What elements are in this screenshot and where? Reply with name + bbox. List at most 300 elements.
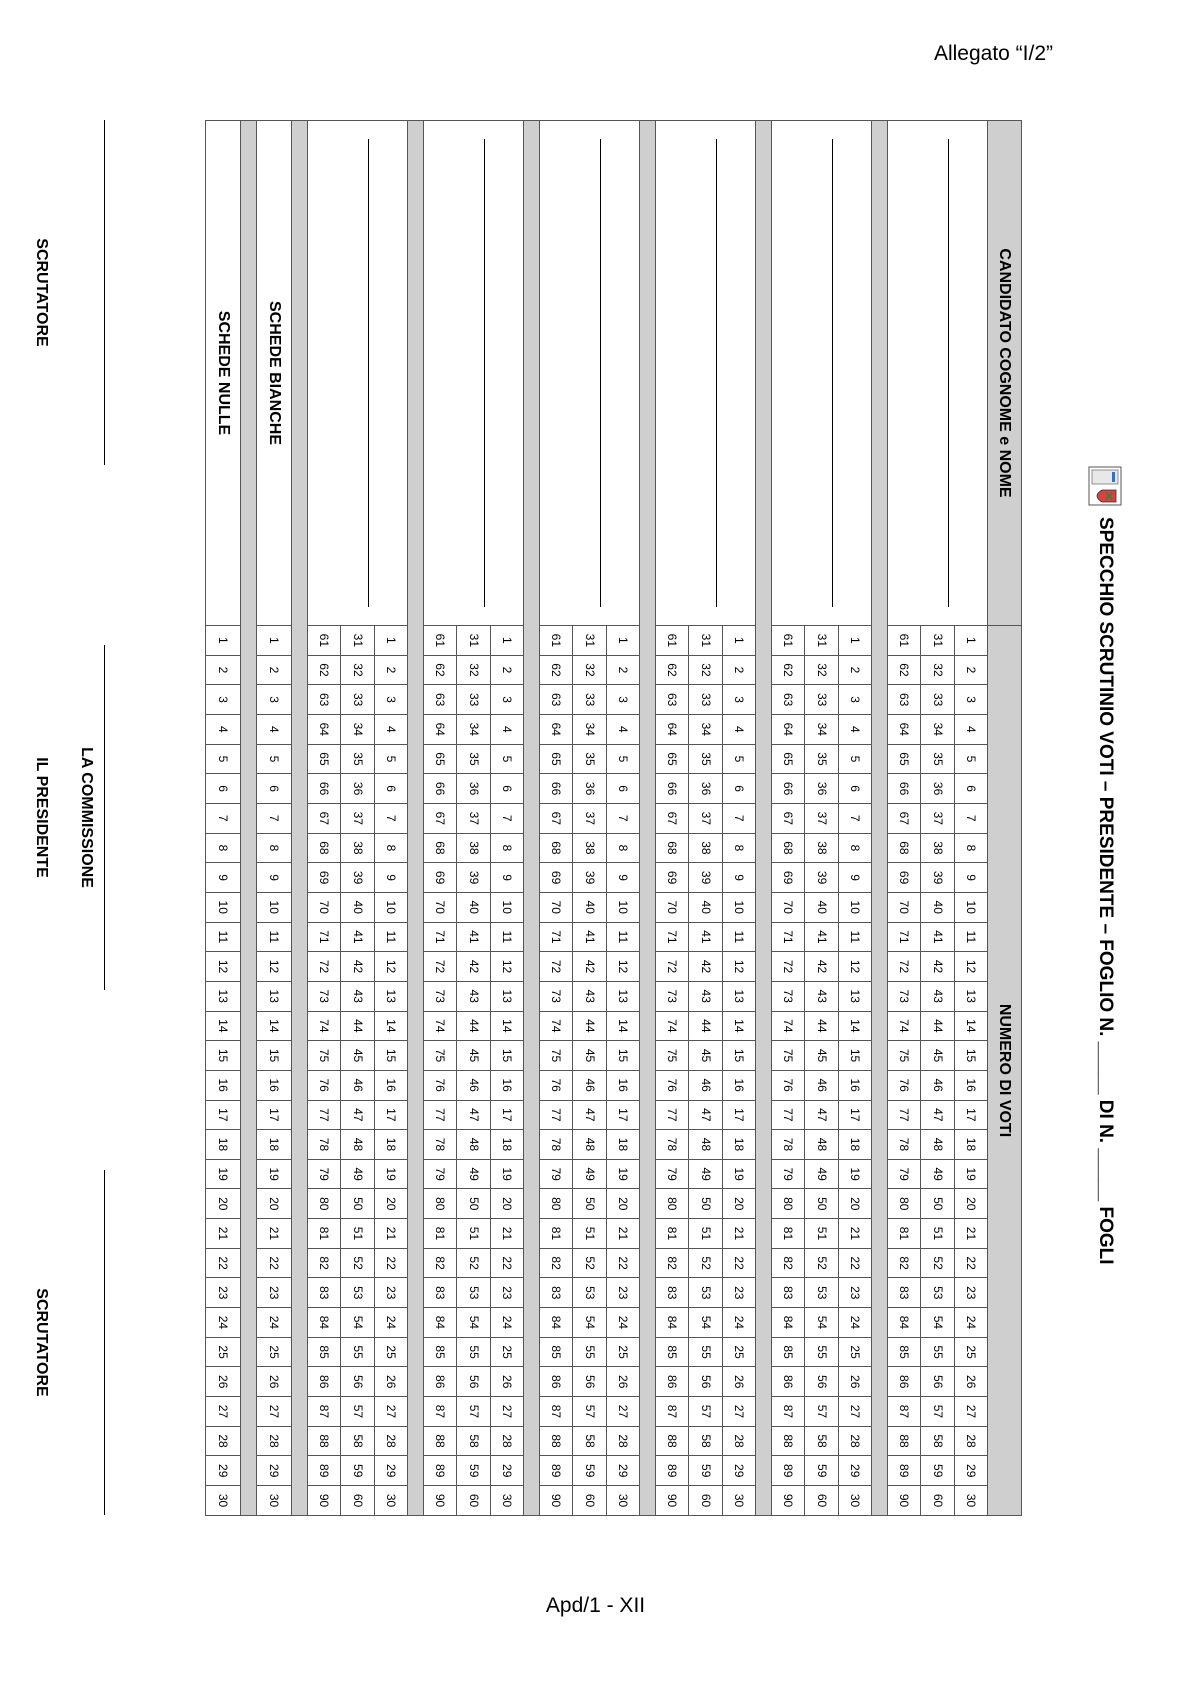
vote-number-cell[interactable]: 2: [722, 655, 755, 685]
vote-number-cell[interactable]: 20: [722, 1189, 755, 1219]
vote-number-cell[interactable]: 24: [722, 1308, 755, 1338]
vote-number-cell[interactable]: 30: [206, 1486, 241, 1516]
vote-number-cell[interactable]: 5: [954, 744, 987, 774]
vote-number-cell[interactable]: 61: [888, 626, 921, 656]
vote-number-cell[interactable]: 33: [341, 685, 374, 715]
vote-number-cell[interactable]: 26: [206, 1367, 241, 1397]
vote-number-cell[interactable]: 10: [206, 892, 241, 922]
vote-number-cell[interactable]: 8: [257, 833, 292, 863]
vote-number-cell[interactable]: 3: [606, 685, 639, 715]
vote-number-cell[interactable]: 13: [206, 981, 241, 1011]
vote-number-cell[interactable]: 57: [921, 1397, 954, 1427]
vote-number-cell[interactable]: 32: [805, 655, 838, 685]
vote-number-cell[interactable]: 3: [206, 685, 241, 715]
vote-number-cell[interactable]: 71: [540, 922, 573, 952]
vote-number-cell[interactable]: 45: [573, 1041, 606, 1071]
vote-number-cell[interactable]: 23: [606, 1278, 639, 1308]
vote-number-cell[interactable]: 88: [656, 1426, 689, 1456]
vote-number-cell[interactable]: 22: [206, 1248, 241, 1278]
vote-number-cell[interactable]: 86: [656, 1367, 689, 1397]
vote-number-cell[interactable]: 39: [805, 863, 838, 893]
vote-number-cell[interactable]: 78: [540, 1130, 573, 1160]
vote-number-cell[interactable]: 46: [921, 1070, 954, 1100]
vote-number-cell[interactable]: 38: [573, 833, 606, 863]
vote-number-cell[interactable]: 80: [540, 1189, 573, 1219]
vote-number-cell[interactable]: 13: [490, 981, 523, 1011]
vote-number-cell[interactable]: 89: [772, 1456, 805, 1486]
vote-number-cell[interactable]: 56: [341, 1367, 374, 1397]
vote-number-cell[interactable]: 11: [490, 922, 523, 952]
vote-number-cell[interactable]: 4: [490, 714, 523, 744]
vote-number-cell[interactable]: 53: [341, 1278, 374, 1308]
vote-number-cell[interactable]: 54: [689, 1308, 722, 1338]
vote-number-cell[interactable]: 44: [689, 1011, 722, 1041]
vote-number-cell[interactable]: 81: [540, 1219, 573, 1249]
vote-number-cell[interactable]: 63: [888, 685, 921, 715]
vote-number-cell[interactable]: 14: [838, 1011, 871, 1041]
vote-number-cell[interactable]: 58: [805, 1426, 838, 1456]
vote-number-cell[interactable]: 84: [656, 1308, 689, 1338]
vote-number-cell[interactable]: 80: [888, 1189, 921, 1219]
vote-number-cell[interactable]: 33: [921, 685, 954, 715]
vote-number-cell[interactable]: 1: [838, 626, 871, 656]
vote-number-cell[interactable]: 29: [606, 1456, 639, 1486]
vote-number-cell[interactable]: 68: [888, 833, 921, 863]
vote-number-cell[interactable]: 67: [888, 803, 921, 833]
vote-number-cell[interactable]: 28: [257, 1426, 292, 1456]
vote-number-cell[interactable]: 3: [374, 685, 407, 715]
vote-number-cell[interactable]: 70: [772, 892, 805, 922]
vote-number-cell[interactable]: 65: [888, 744, 921, 774]
vote-number-cell[interactable]: 46: [805, 1070, 838, 1100]
vote-number-cell[interactable]: 68: [656, 833, 689, 863]
vote-number-cell[interactable]: 7: [722, 803, 755, 833]
vote-number-cell[interactable]: 22: [374, 1248, 407, 1278]
vote-number-cell[interactable]: 15: [606, 1041, 639, 1071]
vote-number-cell[interactable]: 39: [341, 863, 374, 893]
vote-number-cell[interactable]: 35: [805, 744, 838, 774]
vote-number-cell[interactable]: 31: [805, 626, 838, 656]
vote-number-cell[interactable]: 35: [457, 744, 490, 774]
vote-number-cell[interactable]: 16: [954, 1070, 987, 1100]
vote-number-cell[interactable]: 71: [656, 922, 689, 952]
vote-number-cell[interactable]: 19: [606, 1159, 639, 1189]
vote-number-cell[interactable]: 55: [457, 1337, 490, 1367]
vote-number-cell[interactable]: 8: [490, 833, 523, 863]
vote-number-cell[interactable]: 2: [954, 655, 987, 685]
vote-number-cell[interactable]: 13: [606, 981, 639, 1011]
vote-number-cell[interactable]: 75: [772, 1041, 805, 1071]
vote-number-cell[interactable]: 82: [424, 1248, 457, 1278]
vote-number-cell[interactable]: 55: [805, 1337, 838, 1367]
vote-number-cell[interactable]: 41: [921, 922, 954, 952]
vote-number-cell[interactable]: 85: [424, 1337, 457, 1367]
vote-number-cell[interactable]: 24: [490, 1308, 523, 1338]
vote-number-cell[interactable]: 33: [573, 685, 606, 715]
vote-number-cell[interactable]: 67: [424, 803, 457, 833]
vote-number-cell[interactable]: 16: [606, 1070, 639, 1100]
vote-number-cell[interactable]: 18: [257, 1130, 292, 1160]
vote-number-cell[interactable]: 58: [457, 1426, 490, 1456]
vote-number-cell[interactable]: 29: [722, 1456, 755, 1486]
vote-number-cell[interactable]: 28: [722, 1426, 755, 1456]
vote-number-cell[interactable]: 56: [457, 1367, 490, 1397]
vote-number-cell[interactable]: 66: [424, 774, 457, 804]
vote-number-cell[interactable]: 51: [573, 1219, 606, 1249]
vote-number-cell[interactable]: 11: [954, 922, 987, 952]
vote-number-cell[interactable]: 18: [606, 1130, 639, 1160]
vote-number-cell[interactable]: 11: [374, 922, 407, 952]
vote-number-cell[interactable]: 57: [689, 1397, 722, 1427]
vote-number-cell[interactable]: 23: [490, 1278, 523, 1308]
vote-number-cell[interactable]: 66: [772, 774, 805, 804]
vote-number-cell[interactable]: 59: [341, 1456, 374, 1486]
vote-number-cell[interactable]: 1: [374, 626, 407, 656]
vote-number-cell[interactable]: 3: [257, 685, 292, 715]
vote-number-cell[interactable]: 55: [689, 1337, 722, 1367]
vote-number-cell[interactable]: 42: [805, 952, 838, 982]
vote-number-cell[interactable]: 18: [490, 1130, 523, 1160]
vote-number-cell[interactable]: 73: [888, 981, 921, 1011]
vote-number-cell[interactable]: 36: [573, 774, 606, 804]
vote-number-cell[interactable]: 3: [490, 685, 523, 715]
vote-number-cell[interactable]: 2: [606, 655, 639, 685]
vote-number-cell[interactable]: 31: [341, 626, 374, 656]
vote-number-cell[interactable]: 24: [606, 1308, 639, 1338]
vote-number-cell[interactable]: 29: [954, 1456, 987, 1486]
vote-number-cell[interactable]: 12: [606, 952, 639, 982]
vote-number-cell[interactable]: 9: [722, 863, 755, 893]
vote-number-cell[interactable]: 15: [722, 1041, 755, 1071]
vote-number-cell[interactable]: 62: [656, 655, 689, 685]
vote-number-cell[interactable]: 57: [805, 1397, 838, 1427]
vote-number-cell[interactable]: 47: [457, 1100, 490, 1130]
vote-number-cell[interactable]: 34: [457, 714, 490, 744]
vote-number-cell[interactable]: 75: [424, 1041, 457, 1071]
vote-number-cell[interactable]: 73: [656, 981, 689, 1011]
vote-number-cell[interactable]: 21: [606, 1219, 639, 1249]
vote-number-cell[interactable]: 71: [888, 922, 921, 952]
vote-number-cell[interactable]: 51: [921, 1219, 954, 1249]
vote-number-cell[interactable]: 5: [206, 744, 241, 774]
vote-number-cell[interactable]: 80: [308, 1189, 341, 1219]
vote-number-cell[interactable]: 85: [772, 1337, 805, 1367]
vote-number-cell[interactable]: 42: [457, 952, 490, 982]
vote-number-cell[interactable]: 19: [257, 1159, 292, 1189]
vote-number-cell[interactable]: 13: [954, 981, 987, 1011]
vote-number-cell[interactable]: 8: [206, 833, 241, 863]
vote-number-cell[interactable]: 63: [540, 685, 573, 715]
vote-number-cell[interactable]: 90: [308, 1486, 341, 1516]
vote-number-cell[interactable]: 26: [954, 1367, 987, 1397]
vote-number-cell[interactable]: 1: [206, 626, 241, 656]
vote-number-cell[interactable]: 28: [954, 1426, 987, 1456]
vote-number-cell[interactable]: 87: [656, 1397, 689, 1427]
vote-number-cell[interactable]: 86: [888, 1367, 921, 1397]
vote-number-cell[interactable]: 49: [921, 1159, 954, 1189]
vote-number-cell[interactable]: 88: [888, 1426, 921, 1456]
vote-number-cell[interactable]: 51: [689, 1219, 722, 1249]
vote-number-cell[interactable]: 43: [689, 981, 722, 1011]
vote-number-cell[interactable]: 64: [308, 714, 341, 744]
vote-number-cell[interactable]: 17: [838, 1100, 871, 1130]
vote-number-cell[interactable]: 13: [374, 981, 407, 1011]
vote-number-cell[interactable]: 34: [805, 714, 838, 744]
vote-number-cell[interactable]: 66: [540, 774, 573, 804]
vote-number-cell[interactable]: 30: [490, 1486, 523, 1516]
vote-number-cell[interactable]: 15: [490, 1041, 523, 1071]
vote-number-cell[interactable]: 82: [888, 1248, 921, 1278]
vote-number-cell[interactable]: 43: [341, 981, 374, 1011]
vote-number-cell[interactable]: 12: [257, 952, 292, 982]
vote-number-cell[interactable]: 12: [838, 952, 871, 982]
vote-number-cell[interactable]: 49: [573, 1159, 606, 1189]
vote-number-cell[interactable]: 87: [888, 1397, 921, 1427]
vote-number-cell[interactable]: 1: [257, 626, 292, 656]
vote-number-cell[interactable]: 37: [341, 803, 374, 833]
vote-number-cell[interactable]: 9: [374, 863, 407, 893]
vote-number-cell[interactable]: 83: [656, 1278, 689, 1308]
vote-number-cell[interactable]: 87: [424, 1397, 457, 1427]
candidate-name-field[interactable]: [888, 121, 988, 626]
vote-number-cell[interactable]: 85: [308, 1337, 341, 1367]
vote-number-cell[interactable]: 88: [540, 1426, 573, 1456]
vote-number-cell[interactable]: 55: [573, 1337, 606, 1367]
vote-number-cell[interactable]: 73: [308, 981, 341, 1011]
vote-number-cell[interactable]: 28: [374, 1426, 407, 1456]
vote-number-cell[interactable]: 10: [838, 892, 871, 922]
vote-number-cell[interactable]: 16: [490, 1070, 523, 1100]
vote-number-cell[interactable]: 71: [424, 922, 457, 952]
vote-number-cell[interactable]: 41: [457, 922, 490, 952]
vote-number-cell[interactable]: 72: [888, 952, 921, 982]
vote-number-cell[interactable]: 52: [341, 1248, 374, 1278]
vote-number-cell[interactable]: 11: [257, 922, 292, 952]
vote-number-cell[interactable]: 61: [424, 626, 457, 656]
vote-number-cell[interactable]: 42: [573, 952, 606, 982]
vote-number-cell[interactable]: 72: [308, 952, 341, 982]
vote-number-cell[interactable]: 26: [490, 1367, 523, 1397]
vote-number-cell[interactable]: 11: [838, 922, 871, 952]
vote-number-cell[interactable]: 50: [921, 1189, 954, 1219]
vote-number-cell[interactable]: 1: [722, 626, 755, 656]
vote-number-cell[interactable]: 71: [772, 922, 805, 952]
vote-number-cell[interactable]: 64: [888, 714, 921, 744]
vote-number-cell[interactable]: 89: [656, 1456, 689, 1486]
vote-number-cell[interactable]: 3: [722, 685, 755, 715]
vote-number-cell[interactable]: 27: [490, 1397, 523, 1427]
vote-number-cell[interactable]: 87: [772, 1397, 805, 1427]
vote-number-cell[interactable]: 77: [888, 1100, 921, 1130]
vote-number-cell[interactable]: 10: [722, 892, 755, 922]
vote-number-cell[interactable]: 70: [540, 892, 573, 922]
vote-number-cell[interactable]: 9: [954, 863, 987, 893]
vote-number-cell[interactable]: 6: [606, 774, 639, 804]
vote-number-cell[interactable]: 60: [341, 1486, 374, 1516]
vote-number-cell[interactable]: 17: [206, 1100, 241, 1130]
vote-number-cell[interactable]: 8: [722, 833, 755, 863]
vote-number-cell[interactable]: 16: [838, 1070, 871, 1100]
vote-number-cell[interactable]: 16: [722, 1070, 755, 1100]
vote-number-cell[interactable]: 43: [921, 981, 954, 1011]
vote-number-cell[interactable]: 56: [921, 1367, 954, 1397]
vote-number-cell[interactable]: 18: [206, 1130, 241, 1160]
vote-number-cell[interactable]: 54: [573, 1308, 606, 1338]
vote-number-cell[interactable]: 82: [772, 1248, 805, 1278]
vote-number-cell[interactable]: 47: [341, 1100, 374, 1130]
vote-number-cell[interactable]: 32: [689, 655, 722, 685]
vote-number-cell[interactable]: 52: [573, 1248, 606, 1278]
vote-number-cell[interactable]: 58: [689, 1426, 722, 1456]
vote-number-cell[interactable]: 51: [341, 1219, 374, 1249]
vote-number-cell[interactable]: 48: [457, 1130, 490, 1160]
vote-number-cell[interactable]: 64: [656, 714, 689, 744]
vote-number-cell[interactable]: 2: [257, 655, 292, 685]
vote-number-cell[interactable]: 41: [805, 922, 838, 952]
vote-number-cell[interactable]: 60: [573, 1486, 606, 1516]
vote-number-cell[interactable]: 14: [206, 1011, 241, 1041]
vote-number-cell[interactable]: 68: [772, 833, 805, 863]
vote-number-cell[interactable]: 86: [772, 1367, 805, 1397]
vote-number-cell[interactable]: 13: [838, 981, 871, 1011]
vote-number-cell[interactable]: 60: [457, 1486, 490, 1516]
vote-number-cell[interactable]: 23: [954, 1278, 987, 1308]
vote-number-cell[interactable]: 16: [257, 1070, 292, 1100]
vote-number-cell[interactable]: 29: [374, 1456, 407, 1486]
candidate-name-field[interactable]: [308, 121, 408, 626]
vote-number-cell[interactable]: 87: [540, 1397, 573, 1427]
vote-number-cell[interactable]: 63: [772, 685, 805, 715]
vote-number-cell[interactable]: 34: [921, 714, 954, 744]
vote-number-cell[interactable]: 48: [805, 1130, 838, 1160]
vote-number-cell[interactable]: 4: [206, 714, 241, 744]
vote-number-cell[interactable]: 84: [772, 1308, 805, 1338]
vote-number-cell[interactable]: 78: [656, 1130, 689, 1160]
vote-number-cell[interactable]: 59: [689, 1456, 722, 1486]
vote-number-cell[interactable]: 59: [457, 1456, 490, 1486]
vote-number-cell[interactable]: 54: [457, 1308, 490, 1338]
vote-number-cell[interactable]: 62: [424, 655, 457, 685]
vote-number-cell[interactable]: 37: [921, 803, 954, 833]
vote-number-cell[interactable]: 38: [689, 833, 722, 863]
candidate-name-field[interactable]: [772, 121, 872, 626]
candidate-name-field[interactable]: [424, 121, 524, 626]
vote-number-cell[interactable]: 6: [722, 774, 755, 804]
vote-number-cell[interactable]: 36: [457, 774, 490, 804]
vote-number-cell[interactable]: 73: [540, 981, 573, 1011]
vote-number-cell[interactable]: 65: [772, 744, 805, 774]
vote-number-cell[interactable]: 37: [689, 803, 722, 833]
vote-number-cell[interactable]: 15: [206, 1041, 241, 1071]
vote-number-cell[interactable]: 72: [540, 952, 573, 982]
vote-number-cell[interactable]: 41: [573, 922, 606, 952]
vote-number-cell[interactable]: 83: [424, 1278, 457, 1308]
vote-number-cell[interactable]: 81: [656, 1219, 689, 1249]
vote-number-cell[interactable]: 52: [457, 1248, 490, 1278]
vote-number-cell[interactable]: 61: [656, 626, 689, 656]
vote-number-cell[interactable]: 69: [424, 863, 457, 893]
vote-number-cell[interactable]: 37: [805, 803, 838, 833]
vote-number-cell[interactable]: 45: [921, 1041, 954, 1071]
vote-number-cell[interactable]: 31: [457, 626, 490, 656]
vote-number-cell[interactable]: 27: [954, 1397, 987, 1427]
vote-number-cell[interactable]: 44: [921, 1011, 954, 1041]
vote-number-cell[interactable]: 42: [689, 952, 722, 982]
vote-number-cell[interactable]: 66: [888, 774, 921, 804]
vote-number-cell[interactable]: 54: [921, 1308, 954, 1338]
vote-number-cell[interactable]: 48: [573, 1130, 606, 1160]
vote-number-cell[interactable]: 14: [490, 1011, 523, 1041]
vote-number-cell[interactable]: 4: [374, 714, 407, 744]
vote-number-cell[interactable]: 13: [722, 981, 755, 1011]
vote-number-cell[interactable]: 32: [573, 655, 606, 685]
vote-number-cell[interactable]: 15: [838, 1041, 871, 1071]
vote-number-cell[interactable]: 49: [689, 1159, 722, 1189]
vote-number-cell[interactable]: 74: [424, 1011, 457, 1041]
vote-number-cell[interactable]: 21: [206, 1219, 241, 1249]
vote-number-cell[interactable]: 46: [341, 1070, 374, 1100]
vote-number-cell[interactable]: 76: [772, 1070, 805, 1100]
vote-number-cell[interactable]: 72: [772, 952, 805, 982]
vote-number-cell[interactable]: 90: [656, 1486, 689, 1516]
vote-number-cell[interactable]: 69: [308, 863, 341, 893]
vote-number-cell[interactable]: 45: [341, 1041, 374, 1071]
vote-number-cell[interactable]: 38: [457, 833, 490, 863]
vote-number-cell[interactable]: 45: [457, 1041, 490, 1071]
vote-number-cell[interactable]: 75: [656, 1041, 689, 1071]
vote-number-cell[interactable]: 2: [490, 655, 523, 685]
vote-number-cell[interactable]: 84: [424, 1308, 457, 1338]
vote-number-cell[interactable]: 39: [457, 863, 490, 893]
vote-number-cell[interactable]: 24: [206, 1308, 241, 1338]
vote-number-cell[interactable]: 12: [374, 952, 407, 982]
vote-number-cell[interactable]: 11: [722, 922, 755, 952]
vote-number-cell[interactable]: 47: [689, 1100, 722, 1130]
vote-number-cell[interactable]: 69: [888, 863, 921, 893]
vote-number-cell[interactable]: 32: [921, 655, 954, 685]
vote-number-cell[interactable]: 52: [805, 1248, 838, 1278]
vote-number-cell[interactable]: 54: [805, 1308, 838, 1338]
vote-number-cell[interactable]: 29: [490, 1456, 523, 1486]
vote-number-cell[interactable]: 32: [457, 655, 490, 685]
vote-number-cell[interactable]: 18: [374, 1130, 407, 1160]
vote-number-cell[interactable]: 52: [689, 1248, 722, 1278]
vote-number-cell[interactable]: 29: [206, 1456, 241, 1486]
vote-number-cell[interactable]: 79: [308, 1159, 341, 1189]
vote-number-cell[interactable]: 45: [689, 1041, 722, 1071]
vote-number-cell[interactable]: 75: [888, 1041, 921, 1071]
vote-number-cell[interactable]: 86: [540, 1367, 573, 1397]
vote-number-cell[interactable]: 89: [424, 1456, 457, 1486]
vote-number-cell[interactable]: 30: [838, 1486, 871, 1516]
vote-number-cell[interactable]: 9: [257, 863, 292, 893]
vote-number-cell[interactable]: 83: [772, 1278, 805, 1308]
vote-number-cell[interactable]: 27: [206, 1397, 241, 1427]
vote-number-cell[interactable]: 79: [772, 1159, 805, 1189]
vote-number-cell[interactable]: 29: [257, 1456, 292, 1486]
vote-number-cell[interactable]: 28: [490, 1426, 523, 1456]
vote-number-cell[interactable]: 40: [573, 892, 606, 922]
vote-number-cell[interactable]: 17: [954, 1100, 987, 1130]
vote-number-cell[interactable]: 27: [838, 1397, 871, 1427]
vote-number-cell[interactable]: 45: [805, 1041, 838, 1071]
vote-number-cell[interactable]: 47: [805, 1100, 838, 1130]
vote-number-cell[interactable]: 60: [921, 1486, 954, 1516]
vote-number-cell[interactable]: 20: [257, 1189, 292, 1219]
vote-number-cell[interactable]: 62: [888, 655, 921, 685]
vote-number-cell[interactable]: 26: [257, 1367, 292, 1397]
vote-number-cell[interactable]: 57: [573, 1397, 606, 1427]
